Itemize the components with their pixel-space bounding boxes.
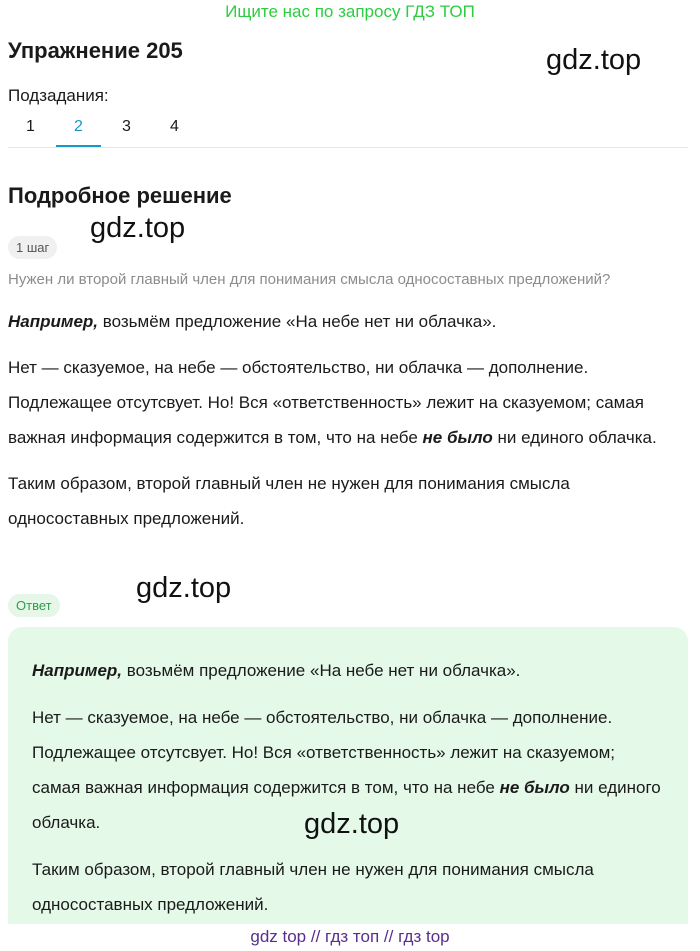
subtask-tabs	[8, 110, 200, 148]
example-bold: Например,	[8, 312, 99, 331]
answer-badge: Ответ	[8, 594, 60, 617]
solution-example	[8, 304, 692, 339]
answer-box	[8, 627, 688, 927]
step-badge: 1 шаг	[8, 236, 57, 259]
answer-analysis-text-2: ни единого облачка.	[32, 778, 661, 832]
subtask-tab-1[interactable]: 1	[26, 118, 35, 135]
solution-analysis	[8, 350, 692, 455]
footer-links	[0, 924, 700, 951]
answer-analysis-text-1: Нет — сказуемое, на небе — обстоятельство, ни облачка — дополнение. Подлежащее отсутсвует. Но! Вся «ответственность» лежит на сказуемом; самая важная информация содержится в том, что на небе	[32, 708, 615, 797]
footer-link-gdz-top-mixed[interactable]: гдз top	[398, 927, 450, 946]
search-banner: Ищите нас по запросу ГДЗ ТОП	[225, 2, 475, 21]
answer-example-rest: возьмём предложение «На небе нет ни облачка».	[122, 661, 521, 680]
example-rest: возьмём предложение «На небе нет ни облачка».	[98, 312, 497, 331]
answer-example-bold: Например,	[32, 661, 123, 680]
solution-title: Подробное решение	[8, 183, 232, 208]
subtask-tab-4[interactable]: 4	[170, 118, 179, 135]
subtask-tab-2[interactable]: 2	[56, 110, 101, 148]
analysis-bold: не было	[422, 428, 493, 447]
watermark: gdz.top	[304, 808, 400, 840]
exercise-title: Упражнение 205	[8, 38, 183, 63]
subtasks-label: Подзадания:	[8, 86, 109, 105]
footer-separator: //	[310, 927, 321, 946]
watermark: gdz.top	[136, 572, 232, 604]
analysis-text-2: ни единого облачка.	[492, 428, 657, 447]
footer-link-gdz-top[interactable]: gdz top	[250, 927, 307, 946]
answer-example	[32, 653, 664, 688]
analysis-text-1: Нет — сказуемое, на небе — обстоятельство, ни облачка — дополнение. Подлежащее отсутсвует. Но! Вся «ответственность» лежит на сказуемом; самая важная информация содержится в том, что на небе	[8, 358, 645, 447]
solution-text	[8, 304, 692, 547]
step-question: Нужен ли второй главный член для понимания смысла односоставных предложений?	[8, 271, 611, 288]
watermark: gdz.top	[546, 44, 642, 76]
answer-conclusion: Таким образом, второй главный член не нужен для понимания смысла односоставных предложений.	[32, 860, 594, 914]
watermark: gdz.top	[90, 212, 186, 244]
tabs-divider	[8, 147, 688, 148]
subtask-tab-3[interactable]: 3	[122, 118, 131, 135]
footer-link-gdz-top-ru[interactable]: гдз топ	[325, 927, 380, 946]
answer-text	[32, 653, 664, 922]
answer-analysis-bold: не было	[499, 778, 570, 797]
solution-conclusion: Таким образом, второй главный член не нужен для понимания смысла односоставных предложений.	[8, 474, 570, 528]
footer-separator: //	[383, 927, 394, 946]
